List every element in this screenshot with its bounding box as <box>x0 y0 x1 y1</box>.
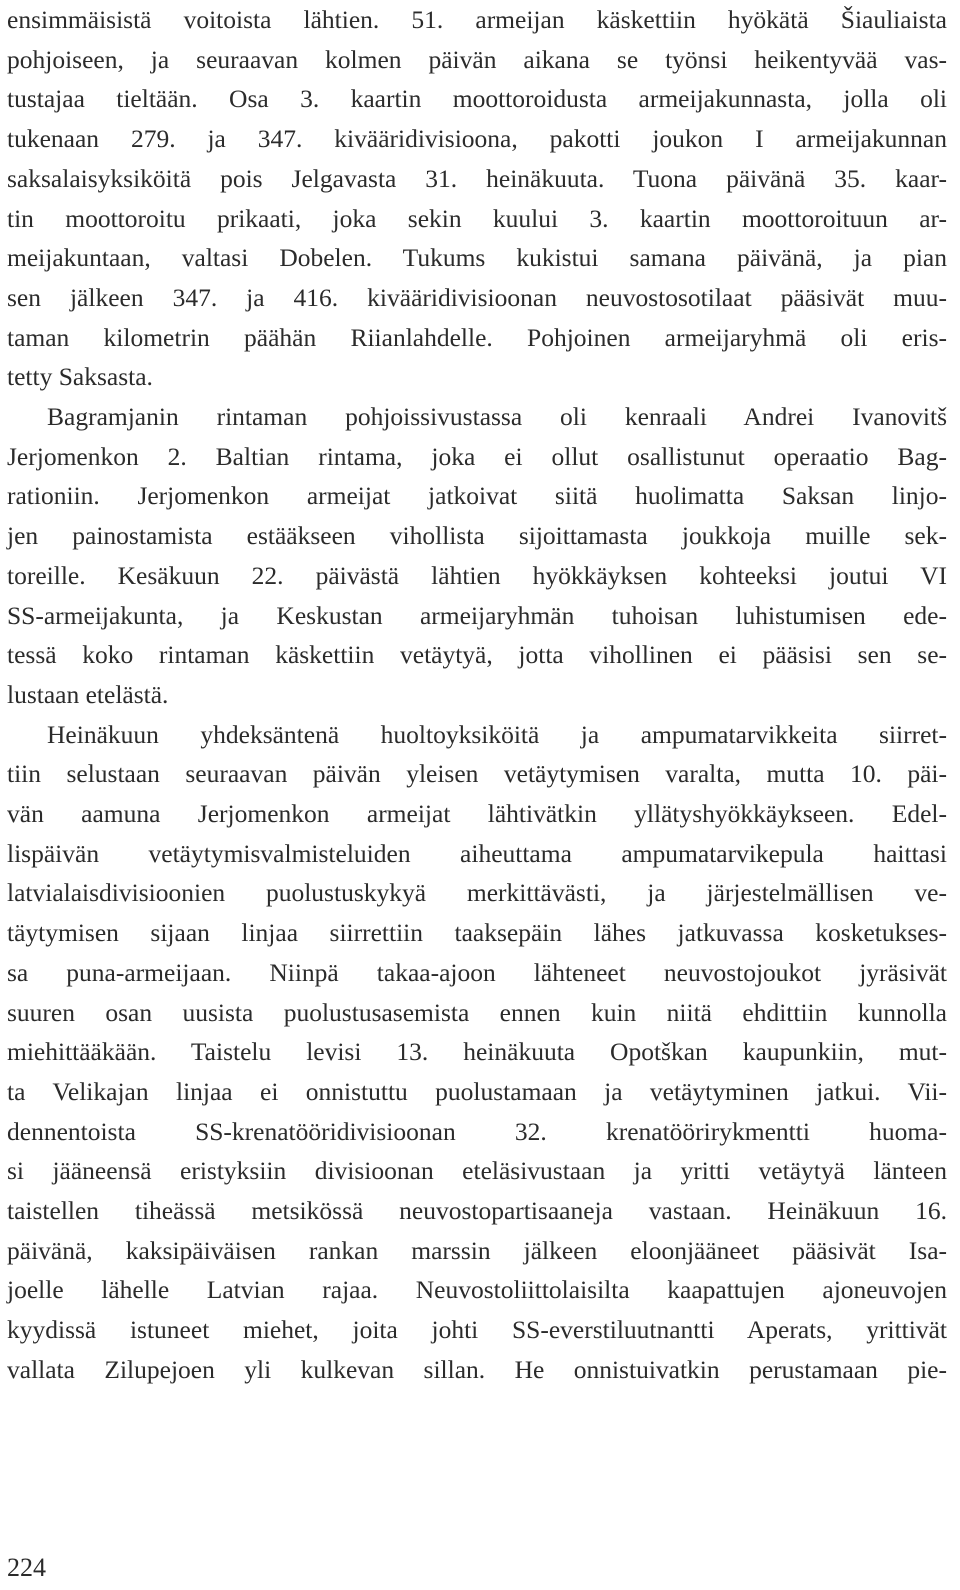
text-line: päivänä, kaksipäiväisen rankan marssin jälkeen eloonjääneet pääsivät Isa- <box>7 1235 947 1265</box>
text-line: lispäivän vetäytymisvalmisteluiden aiheuttama ampumatarvikepula haittasi <box>7 838 947 868</box>
text-line: täytymisen sijaan linjaa siirrettiin taaksepäin lähes jatkuvassa kosketukses- <box>7 918 947 948</box>
text-line: ta Velikajan linjaa ei onnistuttu puolustamaan ja vetäytyminen jatkui. Vii- <box>7 1076 947 1106</box>
text-line: kyydissä istuneet miehet, joita johti SS-everstiluutnantti Aperats, yrittivät <box>7 1315 947 1345</box>
text-line: ensimmäisistä voitoista lähtien. 51. armeijan käskettiin hyökätä Šiauliaista <box>7 5 947 34</box>
text-line: vän aamuna Jerjomenkon armeijat lähtivätkin yllätyshyökkäykseen. Edel- <box>7 799 947 828</box>
text-line: dennentoista SS-krenatööridivisioonan 32. krenatöörirykmentti huoma- <box>7 1116 947 1146</box>
text-line: suuren osan uusista puolustusasemista ennen kuin niitä ehdittiin kunnolla <box>7 997 947 1027</box>
text-line: vallata Zilupejoen yli kulkevan sillan. He onnistuivatkin perustamaan pie- <box>7 1354 947 1384</box>
text-line: meijakuntaan, valtasi Dobelen. Tukums kukistui samana päivänä, ja pian <box>7 243 947 273</box>
text-line: si jääneensä eristyksiin divisioonan eteläsivustaan ja yritti vetäytyä länteen <box>7 1156 947 1186</box>
text-line: latvialaisdivisioonien puolustuskykyä merkittävästi, ja järjestelmällisen ve- <box>7 878 947 908</box>
text-line: tukenaan 279. ja 347. kivääridivisioona, pakotti joukon I armeijakunnan <box>7 124 947 154</box>
text-line: tiin selustaan seuraavan päivän yleisen vetäytymisen varalta, mutta 10. päi- <box>7 759 947 789</box>
text-line: tustajaa tieltään. Osa 3. kaartin moottoroidusta armeijakunnasta, jolla oli <box>7 84 947 114</box>
text-line: joelle lähelle Latvian rajaa. Neuvostoliittolaisilta kaapattujen ajoneuvojen <box>7 1275 947 1305</box>
text-line: tin moottoroitu prikaati, joka sekin kuului 3. kaartin moottoroituun ar- <box>7 203 947 233</box>
text-line: Heinäkuun yhdeksäntenä huoltoyksiköitä ja ampumatarvikkeita siirret- <box>47 719 947 749</box>
text-line: miehittääkään. Taistelu levisi 13. heinäkuuta Opotškan kaupunkiin, mut- <box>7 1037 947 1067</box>
text-line: sa puna-armeijaan. Niinpä takaa-ajoon lähteneet neuvostojoukot jyräsivät <box>7 957 947 987</box>
text-line: jen painostamista estääkseen vihollista sijoittamasta joukkoja muille sek- <box>7 521 947 551</box>
text-line: toreille. Kesäkuun 22. päivästä lähtien hyökkäyksen kohteeksi joutui VI <box>7 560 947 590</box>
text-line: saksalaisyksiköitä pois Jelgavasta 31. heinäkuuta. Tuona päivänä 35. kaar- <box>7 163 947 193</box>
text-line: pohjoiseen, ja seuraavan kolmen päivän aikana se työnsi heikentyvää vas- <box>7 44 947 74</box>
text-line: sen jälkeen 347. ja 416. kivääridivisioonan neuvostosotilaat pääsivät muu- <box>7 282 947 312</box>
text-line: Jerjomenkon 2. Baltian rintama, joka ei ollut osallistunut operaatio Bag- <box>7 441 947 471</box>
text-line: taistellen tiheässä metsikössä neuvostopartisaaneja vastaan. Heinäkuun 16. <box>7 1196 947 1225</box>
text-line: Bagramjanin rintaman pohjoissivustassa oli kenraali Andrei Ivanovitš <box>47 402 947 431</box>
text-line: lustaan etelästä. <box>7 679 169 709</box>
text-line: tetty Saksasta. <box>7 362 153 392</box>
text-line: SS-armeijakunta, ja Keskustan armeijaryhmän tuhoisan luhistumisen ede- <box>7 600 947 630</box>
text-line: tessä koko rintaman käskettiin vetäytyä, jotta vihollinen ei pääsisi sen se- <box>7 640 947 670</box>
page-number: 224 <box>7 1553 46 1582</box>
text-line: taman kilometrin päähän Riianlahdelle. Pohjoinen armeijaryhmä oli eris- <box>7 322 947 352</box>
text-line: rationiin. Jerjomenkon armeijat jatkoivat siitä huolimatta Saksan linjo- <box>7 481 947 511</box>
